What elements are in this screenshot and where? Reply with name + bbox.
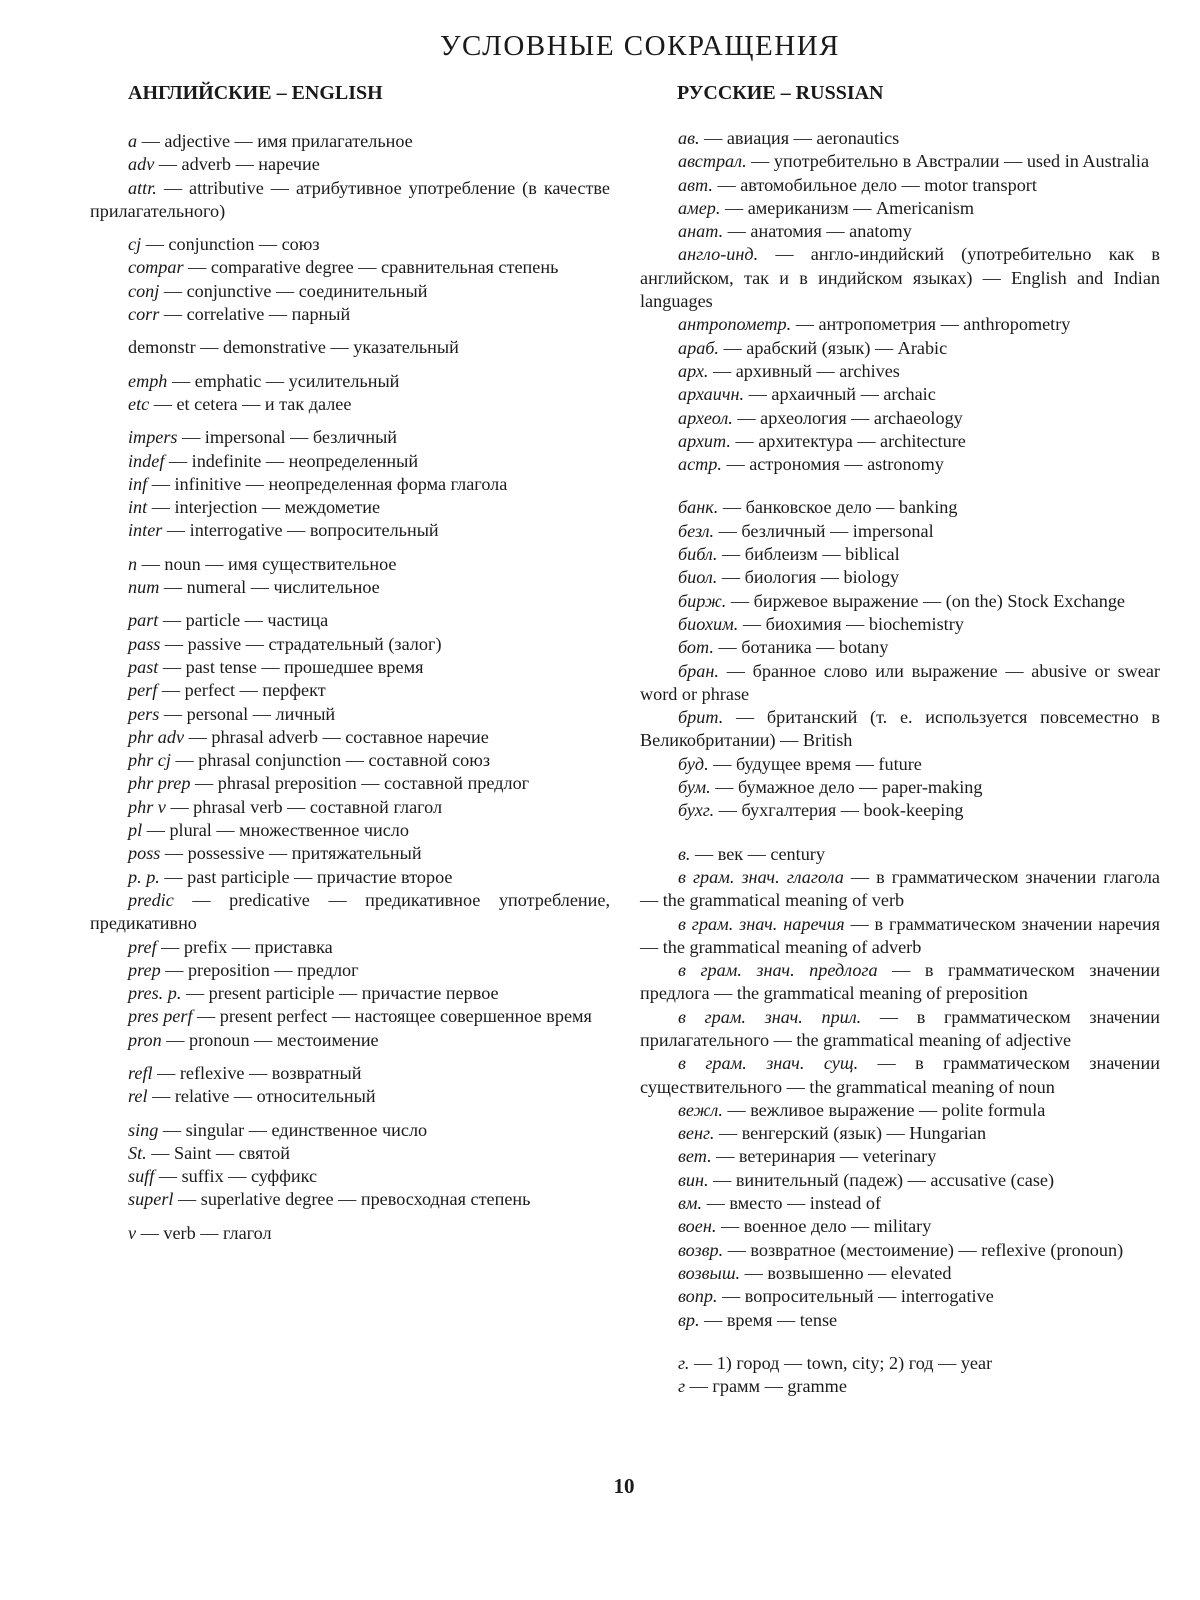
abbreviation-term: n: [128, 553, 138, 574]
abbreviation-term: sing: [128, 1119, 159, 1140]
abbreviation-term: вежл.: [678, 1099, 723, 1120]
abbreviation-term: past: [128, 656, 159, 677]
abbreviation-entry: [90, 889, 610, 936]
group-separator: [640, 476, 1160, 496]
abbreviation-term: бот.: [678, 637, 714, 658]
abbreviation-entry: [640, 1169, 1160, 1192]
abbreviation-definition: — phrasal preposition — составной предлог: [190, 773, 530, 794]
abbreviation-term: St.: [128, 1142, 147, 1163]
abbreviation-entry: [90, 936, 610, 959]
abbreviation-term: phr adv: [128, 726, 185, 747]
abbreviation-entry: [90, 633, 610, 656]
abbreviation-entry: [640, 430, 1160, 453]
abbreviation-entry: [90, 1005, 610, 1028]
abbreviation-entry: [640, 520, 1160, 543]
abbreviation-definition: — verb — глагол: [136, 1222, 272, 1243]
abbreviation-entry: [640, 496, 1160, 519]
abbreviation-entry: [640, 313, 1160, 336]
abbreviation-entry: [640, 799, 1160, 822]
abbreviation-definition: — винительный (падеж) — accusative (case): [708, 1169, 1055, 1190]
abbreviation-term: p. p.: [128, 866, 160, 887]
abbreviation-definition: — relative — относительный: [147, 1086, 376, 1107]
abbreviation-term: int: [128, 497, 148, 518]
abbreviation-term: suff: [128, 1166, 155, 1187]
abbreviation-entry: [90, 959, 610, 982]
abbreviation-definition: — past tense — прошедшее время: [158, 656, 424, 677]
abbreviation-term: phr prep: [128, 773, 191, 794]
abbreviation-term: возвр.: [678, 1239, 724, 1260]
abbreviation-entry: [640, 174, 1160, 197]
abbreviation-entry: [640, 913, 1160, 960]
abbreviation-term: бум.: [678, 777, 711, 798]
abbreviation-term: англо-инд.: [678, 244, 759, 265]
abbreviation-definition: — американизм — Americanism: [720, 197, 974, 218]
abbreviation-term: г: [678, 1376, 686, 1397]
abbreviation-term: венг.: [678, 1123, 715, 1144]
abbreviation-term: банк.: [678, 497, 719, 518]
abbreviation-definition: — век — century: [690, 843, 825, 864]
abbreviation-entry: [90, 842, 610, 865]
abbreviation-entry: [90, 153, 610, 176]
abbreviation-entry: [90, 796, 610, 819]
abbreviation-entry: [90, 749, 610, 772]
abbreviation-term: безл.: [678, 520, 715, 541]
abbreviation-definition: — архитектура — architecture: [730, 430, 966, 451]
abbreviation-definition: — архивный — archives: [708, 360, 900, 381]
group-separator: [90, 1212, 610, 1222]
group-separator: [90, 599, 610, 609]
abbreviation-term: араб.: [678, 337, 719, 358]
abbreviation-entry: [640, 959, 1160, 1006]
abbreviation-definition: — употребительно в Австралии — used in Australia: [746, 151, 1150, 172]
abbreviation-entry: [90, 473, 610, 496]
abbreviation-entry: [90, 370, 610, 393]
group-separator: [640, 1332, 1160, 1352]
abbreviation-entry: [90, 1222, 610, 1245]
abbreviation-definition: — бухгалтерия — book-keeping: [714, 800, 964, 821]
abbreviation-definition: — particle — частица: [158, 610, 329, 631]
abbreviation-definition: — Saint — святой: [146, 1142, 290, 1163]
abbreviation-entry: [640, 636, 1160, 659]
abbreviation-term: буд.: [678, 753, 709, 774]
abbreviation-term: part: [128, 610, 159, 631]
abbreviation-term: г.: [678, 1352, 690, 1373]
abbreviation-definition: — анатомия — anatomy: [723, 221, 912, 242]
abbreviation-term: perf: [128, 680, 158, 701]
abbreviation-term: в грам. знач. предлога: [678, 960, 878, 981]
abbreviation-definition: — phrasal adverb — составное наречие: [184, 726, 489, 747]
abbreviation-term: антропометр.: [678, 314, 792, 335]
abbreviation-entry: [640, 407, 1160, 430]
group-separator: [90, 1109, 610, 1119]
abbreviation-term: биол.: [678, 567, 718, 588]
abbreviation-entry: [90, 393, 610, 416]
abbreviation-definition: — personal — личный: [159, 703, 336, 724]
abbreviation-term: бухг.: [678, 800, 715, 821]
abbreviation-definition: — вежливое выражение — polite formula: [722, 1099, 1046, 1120]
abbreviation-term: compar: [128, 257, 184, 278]
abbreviation-entry: [90, 703, 610, 726]
abbreviation-term: астр.: [678, 454, 722, 475]
abbreviation-entry: [640, 243, 1160, 313]
abbreviation-term: pron: [128, 1029, 162, 1050]
abbreviation-definition: — безличный — impersonal: [714, 520, 934, 541]
abbreviation-entry: [640, 660, 1160, 707]
abbreviation-term: poss: [128, 843, 161, 864]
abbreviation-entry: [90, 553, 610, 576]
abbreviation-entry: [640, 1099, 1160, 1122]
abbreviation-entry: [90, 866, 610, 889]
abbreviation-term: pres perf: [128, 1006, 193, 1027]
abbreviation-term: археол.: [678, 407, 733, 428]
abbreviation-definition: — бумажное дело — paper-making: [710, 777, 983, 798]
abbreviation-definition: — conjunction — союз: [141, 234, 320, 255]
abbreviation-term: pass: [128, 633, 161, 654]
abbreviation-definition: — биология — biology: [717, 567, 900, 588]
abbreviation-definition: — predicative — предикативное употребление, предикативно: [90, 889, 610, 934]
page-title: УСЛОВНЫЕ СОКРАЩЕНИЯ: [440, 30, 840, 62]
abbreviation-entry: [640, 1239, 1160, 1262]
abbreviation-entry: [640, 776, 1160, 799]
abbreviation-entry: [90, 177, 610, 224]
abbreviation-definition: — англо-индийский (употребительно как в английском, так и в индийском языках) — English and Indian languages: [640, 244, 1160, 312]
abbreviation-definition: — вместо — instead of: [702, 1193, 882, 1214]
abbreviation-term: pref: [128, 936, 157, 957]
abbreviation-definition: — passive — страдательный (залог): [160, 633, 442, 654]
abbreviation-entry: [90, 256, 610, 279]
abbreviation-entry: [640, 843, 1160, 866]
abbreviation-definition: — singular — единственное число: [158, 1119, 428, 1140]
abbreviation-entry: [640, 453, 1160, 476]
abbreviation-entry: [640, 150, 1160, 173]
abbreviation-definition: — бранное слово или выражение — abusive or swear word or phrase: [640, 660, 1160, 704]
abbreviation-term: adv: [128, 154, 155, 175]
abbreviation-entry: [640, 1215, 1160, 1238]
abbreviation-definition: — военное дело — military: [716, 1216, 932, 1237]
abbreviation-term: attr.: [128, 177, 157, 198]
abbreviation-definition: — emphatic — усилительный: [167, 370, 400, 391]
abbreviation-term: ав.: [678, 128, 700, 148]
abbreviation-definition: — plural — множественное число: [142, 820, 409, 841]
abbreviation-entry: [640, 1006, 1160, 1053]
abbreviation-entry: [640, 1285, 1160, 1308]
abbreviation-definition: — археология — archaeology: [732, 407, 963, 428]
abbreviation-entry: [640, 1052, 1160, 1099]
abbreviation-definition: — венгерский (язык) — Hungarian: [714, 1123, 987, 1144]
abbreviation-term: indef: [128, 450, 165, 471]
abbreviation-entry: [90, 609, 610, 632]
abbreviation-entry: [640, 1122, 1160, 1145]
abbreviation-definition: — noun — имя существительное: [137, 553, 397, 574]
abbreviation-entry: [640, 866, 1160, 913]
abbreviation-definition: — вопросительный — interrogative: [717, 1286, 994, 1307]
abbreviation-definition: — perfect — перфект: [157, 680, 326, 701]
group-separator: [90, 360, 610, 370]
abbreviation-definition: — present participle — причастие первое: [181, 983, 499, 1004]
abbreviation-term: в грам. знач. наречия: [678, 913, 845, 934]
abbreviation-definition: — биржевое выражение — (on the) Stock Exchange: [726, 590, 1126, 611]
abbreviation-entry: [640, 337, 1160, 360]
abbreviation-term: вет.: [678, 1146, 712, 1167]
group-separator: [90, 326, 610, 336]
abbreviation-entry: [640, 1309, 1160, 1332]
abbreviation-term: emph: [128, 370, 168, 391]
abbreviation-definition: — interrogative — вопросительный: [162, 520, 439, 541]
abbreviation-definition: — impersonal — безличный: [177, 427, 398, 448]
abbreviation-definition: — attributive — атрибутивное употребление (в качестве прилагательного): [90, 177, 610, 221]
abbreviation-definition: — indefinite — неопределенный: [164, 450, 419, 471]
abbreviation-entry: [90, 1119, 610, 1142]
abbreviation-term: брит.: [678, 707, 724, 728]
abbreviation-definition: — в грамматическом значении прилагательного — the grammatical meaning of adjective: [640, 1006, 1160, 1050]
abbreviation-entry: [640, 127, 1160, 150]
abbreviation-definition: — арабский (язык) — Arabic: [718, 337, 948, 358]
abbreviation-definition: — superlative degree — превосходная степень: [173, 1189, 531, 1210]
abbreviation-definition: — ветеринария — veterinary: [711, 1146, 937, 1167]
abbreviation-term: inter: [128, 520, 163, 541]
abbreviation-entry: [90, 233, 610, 256]
abbreviation-definition: — возвратное (местоимение) — reflexive (pronoun): [723, 1239, 1124, 1260]
abbreviation-entry: [640, 1352, 1160, 1375]
abbreviation-term: архаичн.: [678, 384, 745, 405]
abbreviation-definition: — adjective — имя прилагательное: [137, 131, 413, 151]
abbreviation-definition: — possessive — притяжательный: [160, 843, 422, 864]
abbreviation-entry: [90, 726, 610, 749]
abbreviation-entry: [640, 220, 1160, 243]
abbreviation-entry: [90, 656, 610, 679]
abbreviation-term: superl: [128, 1189, 174, 1210]
abbreviation-definition: — prefix — приставка: [156, 936, 333, 957]
abbreviation-definition: — ботаника — botany: [713, 637, 889, 658]
page-number: 10: [613, 1474, 635, 1498]
abbreviation-entry: [640, 197, 1160, 220]
abbreviation-definition: — interjection — междометие: [147, 497, 381, 518]
abbreviation-definition: — в грамматическом значении существительного — the grammatical meaning of noun: [640, 1053, 1161, 1097]
abbreviation-entry: [90, 336, 610, 359]
abbreviation-term: биохим.: [678, 613, 739, 634]
abbreviation-definition: — в грамматическом значении предлога — the grammatical meaning of preposition: [640, 960, 1160, 1004]
abbreviation-definition: — авиация — aeronautics: [699, 128, 900, 148]
abbreviation-term: вм.: [678, 1193, 703, 1214]
abbreviation-term: conj: [128, 280, 160, 301]
russian-section-heading: РУССКИЕ – RUSSIAN: [677, 82, 884, 104]
abbreviation-definition: — библеизм — biblical: [717, 544, 900, 565]
abbreviation-definition: — phrasal conjunction — составной союз: [170, 750, 491, 771]
abbreviation-term: в.: [678, 843, 691, 864]
abbreviation-definition: — et cetera — и так далее: [149, 393, 352, 414]
abbreviation-definition: — conjunctive — соединительный: [159, 280, 428, 301]
group-separator: [640, 823, 1160, 843]
abbreviation-definition: — будущее время — future: [708, 753, 922, 774]
abbreviation-term: арх.: [678, 360, 709, 381]
abbreviation-term: rel: [128, 1086, 148, 1107]
abbreviation-entry: [90, 303, 610, 326]
abbreviation-definition: — correlative — парный: [159, 304, 351, 325]
abbreviation-entry: [90, 819, 610, 842]
abbreviation-term: impers: [128, 427, 178, 448]
abbreviation-definition: — в грамматическом значении глагола — the grammatical meaning of verb: [640, 866, 1160, 911]
abbreviation-definition: — present perfect — настоящее совершенное время: [192, 1006, 592, 1027]
abbreviation-entry: [90, 1188, 610, 1211]
abbreviation-term: pl: [128, 820, 143, 841]
abbreviation-term: cj: [128, 234, 142, 255]
abbreviation-term: воен.: [678, 1216, 717, 1237]
abbreviation-definition: — adverb — наречие: [154, 154, 320, 175]
abbreviation-term: библ.: [678, 544, 718, 565]
abbreviation-term: predic: [128, 889, 174, 910]
abbreviation-definition: demonstr — demonstrative — указательный: [128, 337, 459, 358]
abbreviation-entry: [640, 1262, 1160, 1285]
abbreviation-term: num: [128, 577, 160, 598]
group-separator: [90, 416, 610, 426]
abbreviation-term: inf: [128, 473, 148, 494]
abbreviation-term: анат.: [678, 221, 724, 242]
abbreviation-entry: [640, 1375, 1160, 1398]
abbreviation-entry: [640, 566, 1160, 589]
group-separator: [90, 543, 610, 553]
abbreviation-entry: [90, 496, 610, 519]
abbreviation-definition: — reflexive — возвратный: [152, 1062, 362, 1083]
abbreviation-term: в грам. знач. сущ.: [678, 1053, 859, 1074]
abbreviation-term: в грам. знач. глагола: [678, 866, 844, 887]
abbreviation-term: бран.: [678, 660, 719, 681]
abbreviation-entry: [90, 982, 610, 1005]
abbreviation-entry: [640, 753, 1160, 776]
abbreviation-term: авт.: [678, 174, 713, 195]
abbreviation-definition: — в грамматическом значении наречия — the grammatical meaning of adverb: [640, 913, 1161, 957]
abbreviation-term: вопр.: [678, 1286, 718, 1307]
abbreviation-entry: [640, 1192, 1160, 1215]
abbreviation-entry: [640, 360, 1160, 383]
abbreviation-term: etc: [128, 393, 150, 414]
abbreviation-entry: [640, 383, 1160, 406]
abbreviation-term: pers: [128, 703, 160, 724]
abbreviation-definition: — время — tense: [699, 1309, 838, 1330]
abbreviation-entry: [640, 543, 1160, 566]
abbreviation-definition: — comparative degree — сравнительная степень: [183, 257, 559, 278]
english-entries-list: [90, 130, 610, 1245]
abbreviation-entry: [90, 772, 610, 795]
abbreviation-definition: — pronoun — местоимение: [161, 1029, 379, 1050]
abbreviation-definition: — архаичный — archaic: [744, 384, 936, 405]
abbreviation-term: амер.: [678, 197, 721, 218]
abbreviation-definition: — возвышенно — elevated: [740, 1262, 952, 1283]
abbreviation-definition: — past participle — причастие второе: [159, 866, 453, 887]
abbreviation-entry: [90, 426, 610, 449]
abbreviation-term: v: [128, 1222, 137, 1243]
abbreviation-entry: [90, 1085, 610, 1108]
abbreviation-term: prep: [128, 959, 161, 980]
abbreviation-entry: [90, 1165, 610, 1188]
abbreviation-entry: [90, 130, 610, 153]
abbreviation-term: австрал.: [678, 151, 747, 172]
abbreviation-definition: — preposition — предлог: [160, 959, 359, 980]
abbreviation-entry: [90, 450, 610, 473]
abbreviation-definition: — автомобильное дело — motor transport: [712, 174, 1037, 195]
english-section-heading: АНГЛИЙСКИЕ – ENGLISH: [128, 82, 383, 104]
abbreviation-entry: [90, 1142, 610, 1165]
abbreviation-entry: [640, 590, 1160, 613]
abbreviation-entry: [640, 613, 1160, 636]
group-separator: [90, 223, 610, 233]
abbreviation-term: phr v: [128, 796, 166, 817]
abbreviation-term: corr: [128, 304, 160, 325]
abbreviation-entry: [640, 706, 1160, 753]
abbreviation-term: архит.: [678, 430, 731, 451]
abbreviation-term: бирж.: [678, 590, 727, 611]
abbreviation-definition: — phrasal verb — составной глагол: [165, 796, 443, 817]
abbreviation-definition: — infinitive — неопределенная форма глагола: [147, 473, 508, 494]
abbreviation-entry: [90, 576, 610, 599]
abbreviation-definition: — suffix — суффикс: [154, 1166, 318, 1187]
abbreviation-term: refl: [128, 1062, 153, 1083]
abbreviation-definition: — банковское дело — banking: [718, 497, 958, 518]
russian-entries-list: [640, 127, 1160, 1398]
abbreviation-term: a: [128, 131, 138, 151]
abbreviation-entry: [640, 1145, 1160, 1168]
abbreviation-entry: [90, 1062, 610, 1085]
abbreviation-entry: [90, 280, 610, 303]
abbreviation-definition: — антропометрия — anthropometry: [791, 314, 1071, 335]
group-separator: [90, 1052, 610, 1062]
abbreviation-term: pres. p.: [128, 983, 182, 1004]
abbreviation-term: вин.: [678, 1169, 709, 1190]
abbreviation-entry: [90, 679, 610, 702]
abbreviation-entry: [90, 519, 610, 542]
abbreviation-term: вр.: [678, 1309, 700, 1330]
abbreviation-term: возвыш.: [678, 1262, 741, 1283]
abbreviation-definition: — астрономия — astronomy: [721, 454, 944, 475]
abbreviation-definition: — британский (т. е. используется повсеместно в Великобритании) — British: [640, 707, 1160, 751]
abbreviation-definition: — numeral — числительное: [159, 577, 380, 598]
abbreviation-term: в грам. знач. прил.: [678, 1006, 862, 1027]
abbreviation-definition: — биохимия — biochemistry: [738, 613, 964, 634]
abbreviation-entry: [90, 1029, 610, 1052]
abbreviation-term: phr cj: [128, 750, 171, 771]
abbreviation-definition: — грамм — gramme: [685, 1376, 847, 1397]
abbreviation-definition: — 1) город — town, city; 2) год — year: [689, 1352, 993, 1373]
